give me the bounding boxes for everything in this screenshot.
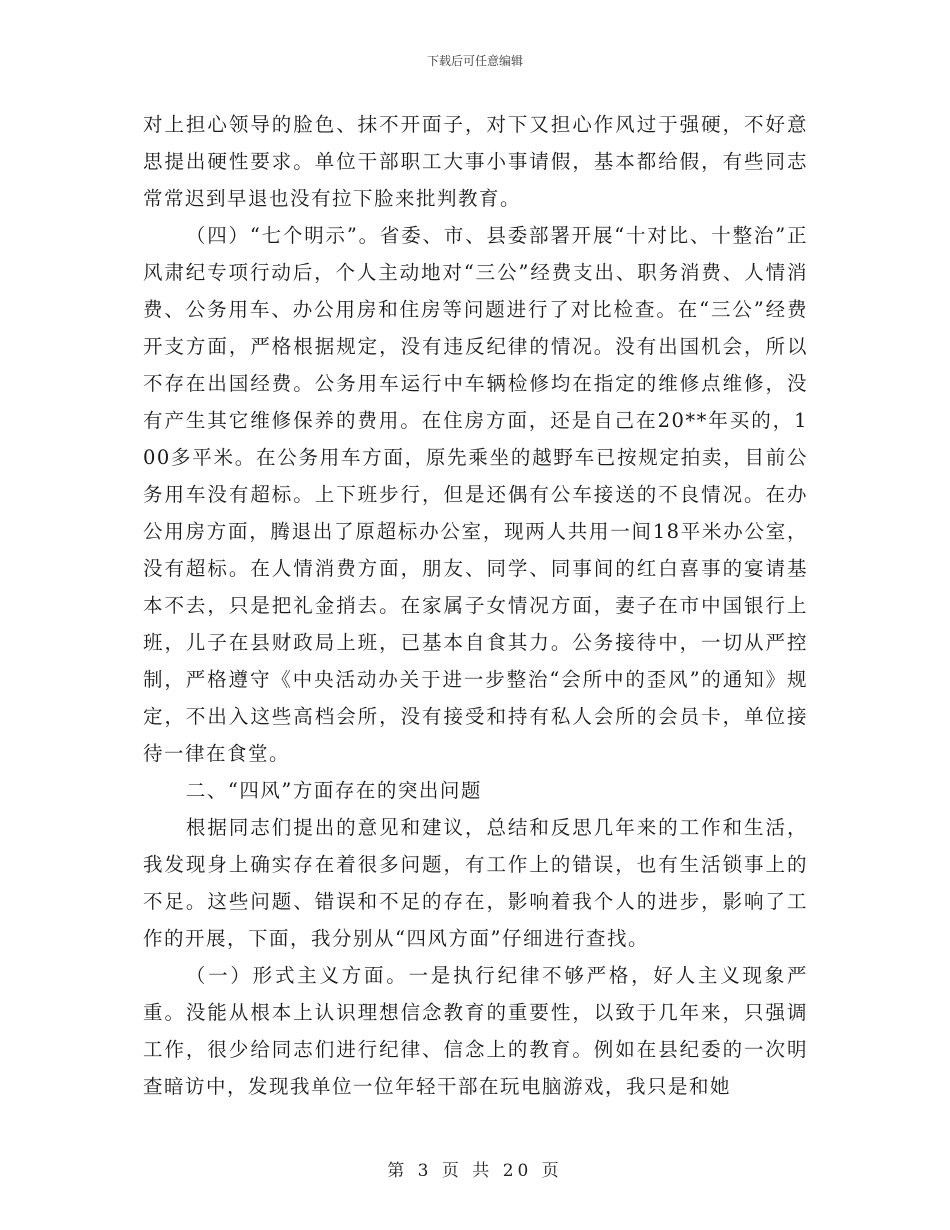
paragraph-3: 根据同志们提出的意见和建议，总结和反思几年来的工作和生活，我发现身上确实存在着很多问题，有工作上的错误，也有生活锁事上的不足。这些问题、错误和不足的存在，影响着我个人的进步，影响了工作的开展，下面，我分别从“四风方面”仔细进行查找。 xyxy=(143,816,808,950)
page-footer: 第 3 页 共 20 页 xyxy=(387,1161,563,1181)
paragraph-4: （一）形式主义方面。一是执行纪律不够严格，好人主义现象严重。没能从根本上认识理想信念教育的重要性，以致于几年来，只强调工作，很少给同志们进行纪律、信念上的教育。例如在县纪委的一次明查暗访中，发现我单位一位年轻干部在玩电脑游戏，我只是和她 xyxy=(143,964,808,1098)
paragraph-1: 对上担心领导的脸色、抹不开面子，对下又担心作风过于强硬，不好意思提出硬性要求。单位干部职工大事小事请假，基本都给假，有些同志常常迟到早退也没有拉下脸来批判教育。 xyxy=(143,113,808,210)
page-header: 下载后可任意编辑 xyxy=(426,54,523,68)
section-heading: 二、“四风”方面存在的突出问题 xyxy=(185,779,482,802)
paragraph-2: （四）“七个明示”。省委、市、县委部署开展“十对比、十整治”正风肃纪专项行动后，个人主动地对“三公”经费支出、职务消费、人情消费、公务用车、办公用房和住房等问题进行了对比检查。在“三公”经费开支方面，严格根据规定，没有违反纪律的情况。没有出国机会，所以不存在出国经费。公务用车运行中车辆检修均在指定的维修点维修，没有产生其它维修保养的费用。在住房方面，还是自己在20**年买的，100多平米。在公务用车方面，原先乘坐的越野车已按规定拍卖，目前公务用车没有超标。上下班步行，但是还偶有公车接送的不良情况。在办公用房方面，腾退出了原超标办公室，现两人共用一间18平米办公室，没有超标。在人情消费方面，朋友、同学、同事间的红白喜事的宴请基本不去，只是把礼金捎去。在家属子女情况方面，妻子在市中国银行上班，儿子在县财政局上班，已基本自食其力。公务接待中，一切从严控制，严格遵守《中央活动办关于进一步整治“会所中的歪风”的通知》规定，不出入这些高档会所，没有接受和持有私人会所的会员卡，单位接待一律在食堂。 xyxy=(143,224,808,765)
document-body xyxy=(143,106,808,1105)
